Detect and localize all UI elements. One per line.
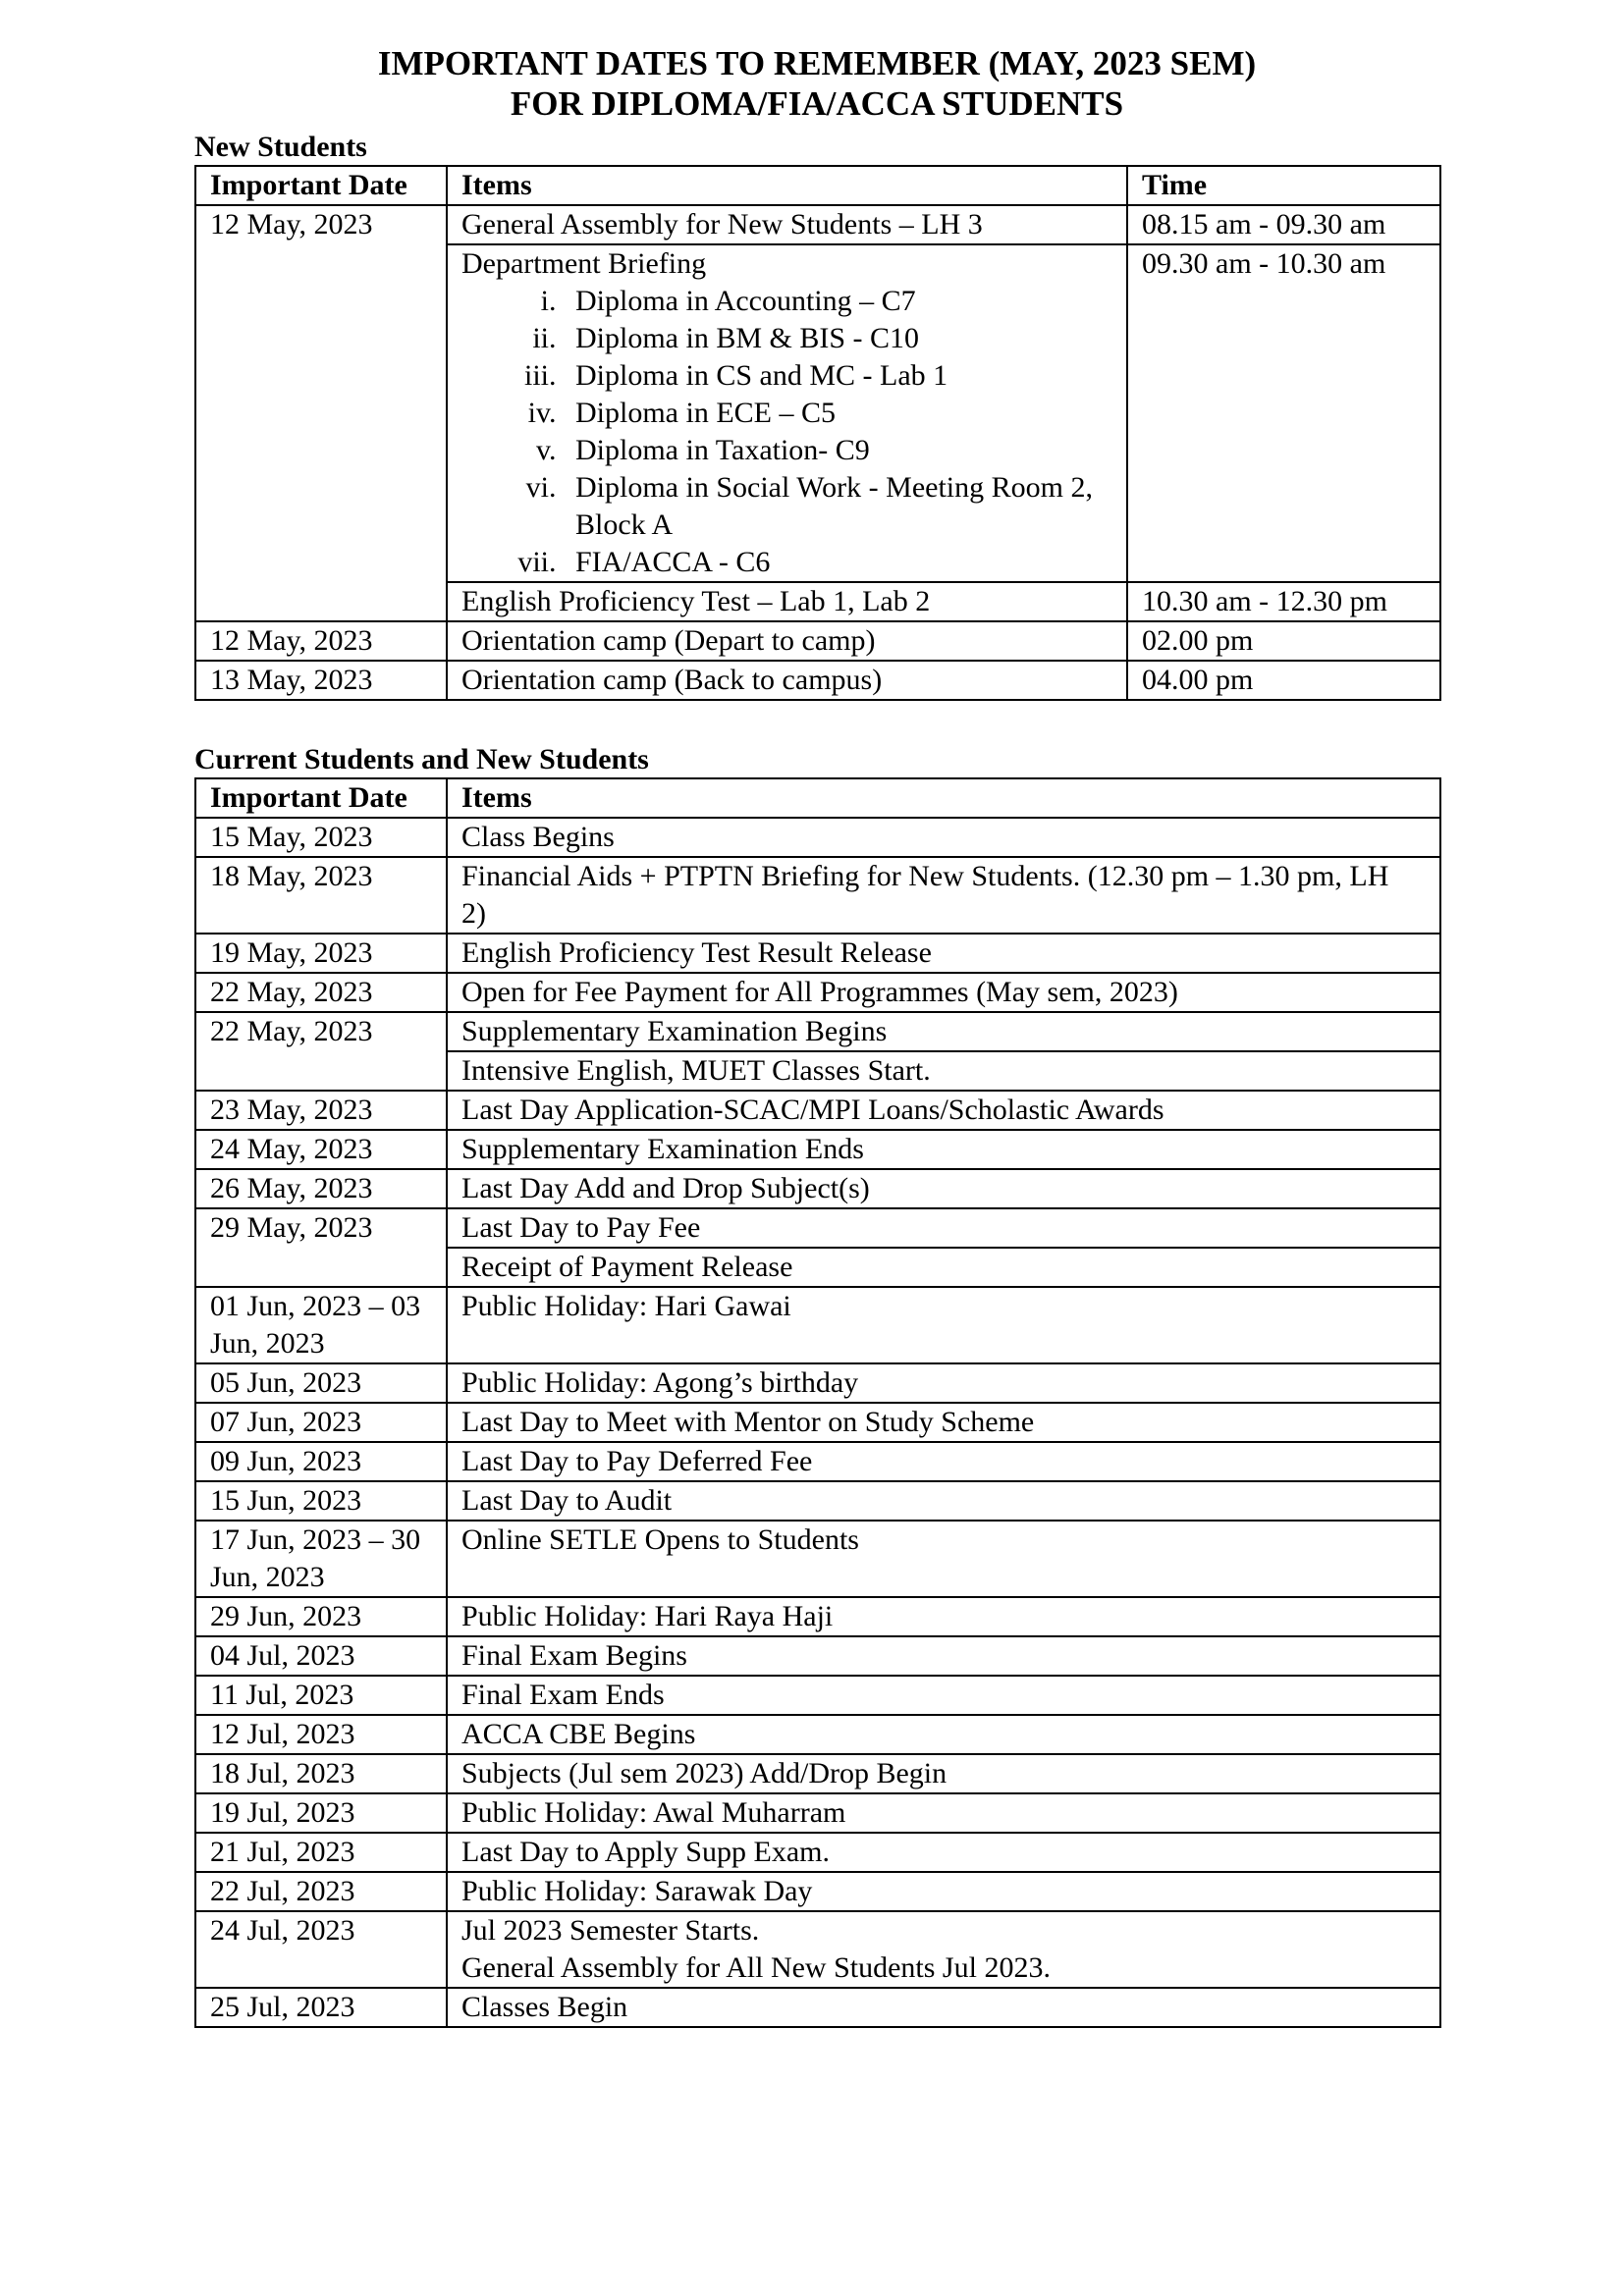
date-cell: 01 Jun, 2023 – 03 Jun, 2023 <box>195 1287 447 1363</box>
time-cell: 08.15 am - 09.30 am <box>1127 205 1440 244</box>
time-cell: 04.00 pm <box>1127 661 1440 700</box>
new-students-heading: New Students <box>194 131 367 163</box>
date-cell: 11 Jul, 2023 <box>195 1676 447 1715</box>
item-cell: Supplementary Examination Begins <box>447 1012 1440 1051</box>
table-row <box>195 1012 1440 1051</box>
date-cell: 12 Jul, 2023 <box>195 1715 447 1754</box>
item-cell: Public Holiday: Hari Raya Haji <box>447 1597 1440 1636</box>
list-item: vii. FIA/ACCA - C6 <box>564 544 1126 581</box>
table-row <box>195 1636 1440 1676</box>
time-cell: 10.30 am - 12.30 pm <box>1127 582 1440 621</box>
table-row <box>195 1481 1440 1521</box>
date-cell: 26 May, 2023 <box>195 1169 447 1208</box>
item-cell: Last Day to Audit <box>447 1481 1440 1521</box>
document-page <box>194 43 1439 2028</box>
list-item: v. Diploma in Taxation- C9 <box>564 432 1126 469</box>
item-cell: ACCA CBE Begins <box>447 1715 1440 1754</box>
table-row <box>195 1442 1440 1481</box>
date-cell: 24 Jul, 2023 <box>195 1911 447 1988</box>
date-cell: 15 May, 2023 <box>195 818 447 857</box>
date-cell: 29 Jun, 2023 <box>195 1597 447 1636</box>
table-row <box>195 1833 1440 1872</box>
item-cell: Last Day to Meet with Mentor on Study Scheme <box>447 1403 1440 1442</box>
current-students-heading: Current Students and New Students <box>194 743 649 775</box>
date-cell: 17 Jun, 2023 – 30 Jun, 2023 <box>195 1521 447 1597</box>
table-row <box>195 1363 1440 1403</box>
current-students-table <box>194 777 1441 2028</box>
header-important-date: Important Date <box>195 778 447 818</box>
item-cell: Open for Fee Payment for All Programmes (May sem, 2023) <box>447 973 1440 1012</box>
date-cell: 23 May, 2023 <box>195 1091 447 1130</box>
item-cell: Final Exam Ends <box>447 1676 1440 1715</box>
item-cell: Last Day Add and Drop Subject(s) <box>447 1169 1440 1208</box>
table-row <box>195 621 1440 661</box>
date-cell: 09 Jun, 2023 <box>195 1442 447 1481</box>
item-cell: Orientation camp (Depart to camp) <box>447 621 1127 661</box>
table-row <box>195 1287 1440 1363</box>
date-cell: 18 May, 2023 <box>195 857 447 934</box>
table-row <box>195 1872 1440 1911</box>
time-cell: 02.00 pm <box>1127 621 1440 661</box>
list-item: iii. Diploma in CS and MC - Lab 1 <box>564 357 1126 395</box>
department-briefing-label: Department Briefing <box>461 247 707 280</box>
table-row <box>195 1521 1440 1597</box>
item-cell: Supplementary Examination Ends <box>447 1130 1440 1169</box>
item-cell <box>447 1911 1440 1988</box>
item-cell: Last Day to Pay Deferred Fee <box>447 1442 1440 1481</box>
date-cell: 19 Jul, 2023 <box>195 1793 447 1833</box>
date-cell: 07 Jun, 2023 <box>195 1403 447 1442</box>
title-line-1: IMPORTANT DATES TO REMEMBER (MAY, 2023 SEM) <box>377 44 1257 82</box>
list-item: vi. Diploma in Social Work - Meeting Room 2, Block A <box>564 469 1126 544</box>
date-cell: 22 May, 2023 <box>195 1012 447 1091</box>
date-cell: 25 Jul, 2023 <box>195 1988 447 2027</box>
table-row <box>195 1911 1440 1988</box>
date-cell: 22 Jul, 2023 <box>195 1872 447 1911</box>
item-cell: Final Exam Begins <box>447 1636 1440 1676</box>
date-cell: 19 May, 2023 <box>195 934 447 973</box>
header-items: Items <box>447 778 1440 818</box>
date-cell: 05 Jun, 2023 <box>195 1363 447 1403</box>
date-cell: 04 Jul, 2023 <box>195 1636 447 1676</box>
item-cell: Online SETLE Opens to Students <box>447 1521 1440 1597</box>
table-row <box>195 818 1440 857</box>
item-cell: Intensive English, MUET Classes Start. <box>447 1051 1440 1091</box>
item-cell <box>447 244 1127 582</box>
item-cell: English Proficiency Test Result Release <box>447 934 1440 973</box>
table-row <box>195 1676 1440 1715</box>
list-item: i. Diploma in Accounting – C7 <box>564 283 1126 320</box>
table-row <box>195 1754 1440 1793</box>
date-cell: 12 May, 2023 <box>195 205 447 621</box>
table-row <box>195 205 1440 244</box>
table-row <box>195 934 1440 973</box>
item-cell: Public Holiday: Awal Muharram <box>447 1793 1440 1833</box>
table-row <box>195 1793 1440 1833</box>
header-items: Items <box>447 166 1127 205</box>
item-cell: Last Day Application-SCAC/MPI Loans/Scholastic Awards <box>447 1091 1440 1130</box>
table-row <box>195 1988 1440 2027</box>
table-row <box>195 973 1440 1012</box>
item-cell: Public Holiday: Hari Gawai <box>447 1287 1440 1363</box>
date-cell: 29 May, 2023 <box>195 1208 447 1287</box>
item-line: General Assembly for All New Students Jul 2023. <box>461 1951 1051 1984</box>
item-cell: Classes Begin <box>447 1988 1440 2027</box>
header-important-date: Important Date <box>195 166 447 205</box>
item-cell: Subjects (Jul sem 2023) Add/Drop Begin <box>447 1754 1440 1793</box>
date-cell: 12 May, 2023 <box>195 621 447 661</box>
table-row <box>195 1091 1440 1130</box>
item-cell: Public Holiday: Sarawak Day <box>447 1872 1440 1911</box>
date-cell: 13 May, 2023 <box>195 661 447 700</box>
table-row <box>195 857 1440 934</box>
item-cell: Class Begins <box>447 818 1440 857</box>
title-line-2: FOR DIPLOMA/FIA/ACCA STUDENTS <box>510 84 1124 123</box>
table-row <box>195 1169 1440 1208</box>
date-cell: 24 May, 2023 <box>195 1130 447 1169</box>
date-cell: 15 Jun, 2023 <box>195 1481 447 1521</box>
date-cell: 21 Jul, 2023 <box>195 1833 447 1872</box>
table-row <box>195 1597 1440 1636</box>
item-cell: Orientation camp (Back to campus) <box>447 661 1127 700</box>
table-row <box>195 1715 1440 1754</box>
item-cell: English Proficiency Test – Lab 1, Lab 2 <box>447 582 1127 621</box>
item-line: Jul 2023 Semester Starts. <box>461 1914 760 1947</box>
table-row <box>195 1403 1440 1442</box>
item-cell: Last Day to Pay Fee <box>447 1208 1440 1248</box>
item-cell: Public Holiday: Agong’s birthday <box>447 1363 1440 1403</box>
table-row <box>195 661 1440 700</box>
date-cell: 22 May, 2023 <box>195 973 447 1012</box>
item-cell: Receipt of Payment Release <box>447 1248 1440 1287</box>
table-row <box>195 1130 1440 1169</box>
table-header-row <box>195 778 1440 818</box>
item-cell: General Assembly for New Students – LH 3 <box>447 205 1127 244</box>
list-item: ii. Diploma in BM & BIS - C10 <box>564 320 1126 357</box>
header-time: Time <box>1127 166 1440 205</box>
briefing-list <box>461 283 1126 581</box>
table-header-row <box>195 166 1440 205</box>
table-row <box>195 1208 1440 1248</box>
item-cell: Last Day to Apply Supp Exam. <box>447 1833 1440 1872</box>
new-students-table <box>194 165 1441 701</box>
item-cell: Financial Aids + PTPTN Briefing for New Students. (12.30 pm – 1.30 pm, LH 2) <box>447 857 1440 934</box>
list-item: iv. Diploma in ECE – C5 <box>564 395 1126 432</box>
date-cell: 18 Jul, 2023 <box>195 1754 447 1793</box>
time-cell: 09.30 am - 10.30 am <box>1127 244 1440 582</box>
